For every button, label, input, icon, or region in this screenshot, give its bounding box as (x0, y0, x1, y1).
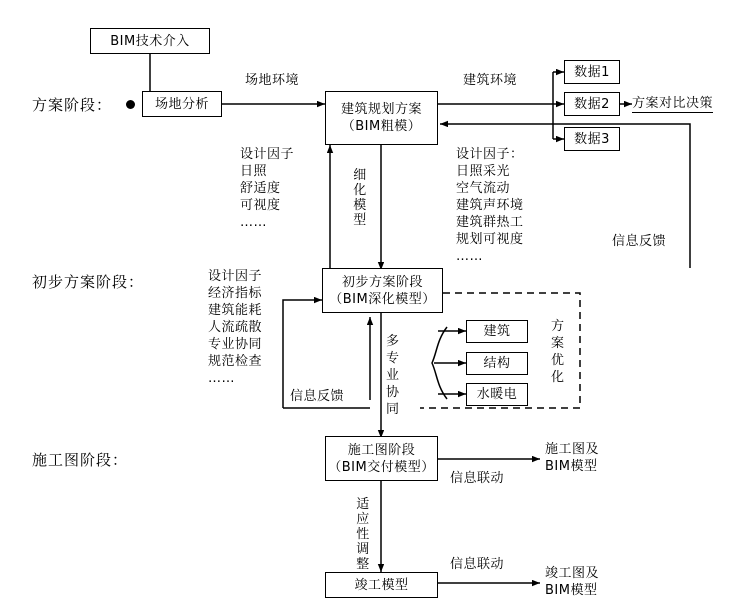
label-design-factors-right: 设计因子： 日照采光 空气流动 建筑声环境 建筑群热工 规划可视度 …… (456, 147, 524, 264)
label-as-built-and-bim: 竣工图及 BIM模型 (545, 566, 600, 598)
label-info-linkage-1: 信息联动 (450, 471, 505, 486)
node-data-3[interactable] (564, 127, 620, 151)
node-architecture-label: 建筑 (483, 324, 511, 339)
node-data-3-label: 数据3 (574, 131, 610, 147)
label-site-environment: 场地环境 (245, 73, 300, 88)
label-info-feedback-mid: 信息反馈 (290, 389, 345, 404)
label-design-factors-left: 设计因子 日照 舒适度 可视度 …… (240, 147, 295, 230)
node-data-2[interactable] (564, 92, 620, 116)
node-data-1[interactable] (564, 60, 620, 84)
stage-bullet-scheme (126, 100, 135, 109)
stage-label-scheme: 方案阶段： (32, 96, 113, 114)
node-construction-drawing-stage[interactable] (325, 436, 438, 481)
node-structure-label: 结构 (483, 356, 511, 371)
node-site-analysis[interactable] (142, 91, 222, 117)
node-data-1-label: 数据1 (574, 64, 610, 80)
label-scheme-comparison-decision: 方案对比决策 (632, 96, 714, 111)
label-building-environment: 建筑环境 (463, 73, 518, 88)
node-arch-planning-line2: （BIM粗模） (341, 119, 422, 134)
label-adaptive-adjustment: 适 应 性 调 整 (356, 497, 370, 572)
node-site-analysis-label: 场地分析 (154, 96, 209, 112)
node-mep-label: 水暖电 (476, 387, 518, 402)
stage-label-preliminary: 初步方案阶段： (32, 273, 145, 291)
node-data-2-label: 数据2 (574, 96, 610, 112)
node-architecture[interactable] (466, 320, 528, 343)
node-bim-intro[interactable] (90, 28, 210, 54)
node-construction-drawing-line1: 施工图阶段 (347, 442, 416, 458)
label-info-feedback-top: 信息反馈 (612, 234, 667, 249)
node-as-built-label: 竣工模型 (354, 577, 409, 593)
label-refine-model: 细 化 模 型 (353, 168, 367, 228)
node-construction-drawing-line2: （BIM交付模型） (328, 459, 435, 475)
label-multi-discipline: 多 专 业 协 同 (386, 334, 400, 417)
node-bim-intro-label: BIM技术介入 (110, 33, 190, 49)
label-scheme-optimization: 方 案 优 化 (551, 319, 565, 385)
node-preliminary-line2: （BIM深化模型） (329, 291, 436, 307)
label-info-linkage-2: 信息联动 (450, 557, 505, 572)
node-preliminary-line1: 初步方案阶段 (341, 274, 423, 290)
label-construction-drawing-and-bim: 施工图及 BIM模型 (545, 442, 600, 474)
node-arch-planning-line1: 建筑规划方案 (340, 102, 422, 117)
stage-label-construction-drawing: 施工图阶段： (32, 451, 129, 469)
label-design-factors-preliminary: 设计因子 经济指标 建筑能耗 人流疏散 专业协同 规范检查 …… (208, 269, 263, 386)
node-mep[interactable] (466, 383, 528, 406)
node-as-built-model[interactable] (325, 572, 438, 598)
node-structure[interactable] (466, 352, 528, 375)
node-arch-planning-scheme[interactable] (325, 91, 438, 145)
node-preliminary-scheme-stage[interactable] (322, 268, 443, 313)
